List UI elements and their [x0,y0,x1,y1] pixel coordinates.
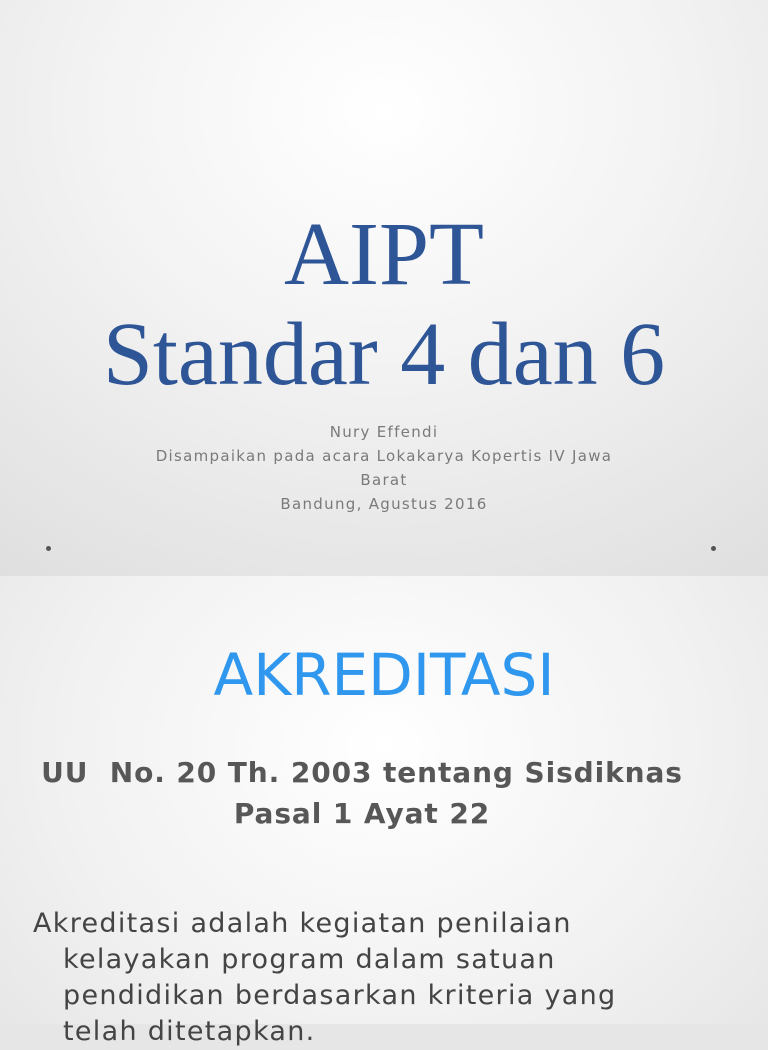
legal-reference [10,752,714,834]
slide-title-heading [0,205,768,405]
akreditasi-definition: Akreditasi adalah kegiatan penilaian kelayakan program dalam satuan pendidikan berdasarkan kriteria yang telah ditetapkan. [33,908,617,1047]
akreditasi-title: AKREDITASI [213,641,555,709]
bullet-dot-left [46,546,51,551]
presenter-name: Nury Effendi [329,423,439,441]
title-line-aipt: AIPT [284,205,484,304]
bullet-dot-right [711,546,716,551]
slide-subtitle [144,420,624,516]
legal-reference-article: Pasal 1 Ayat 22 [233,797,491,830]
legal-reference-law: UU No. 20 Th. 2003 tentang Sisdiknas [41,756,683,789]
place-date: Bandung, Agustus 2016 [280,495,488,513]
title-line-standar: Standar 4 dan 6 [102,305,666,404]
event-description: Disampaikan pada acara Lokakarya Kopertis IV Jawa Barat [155,447,613,489]
slide-akreditasi [0,576,768,1047]
